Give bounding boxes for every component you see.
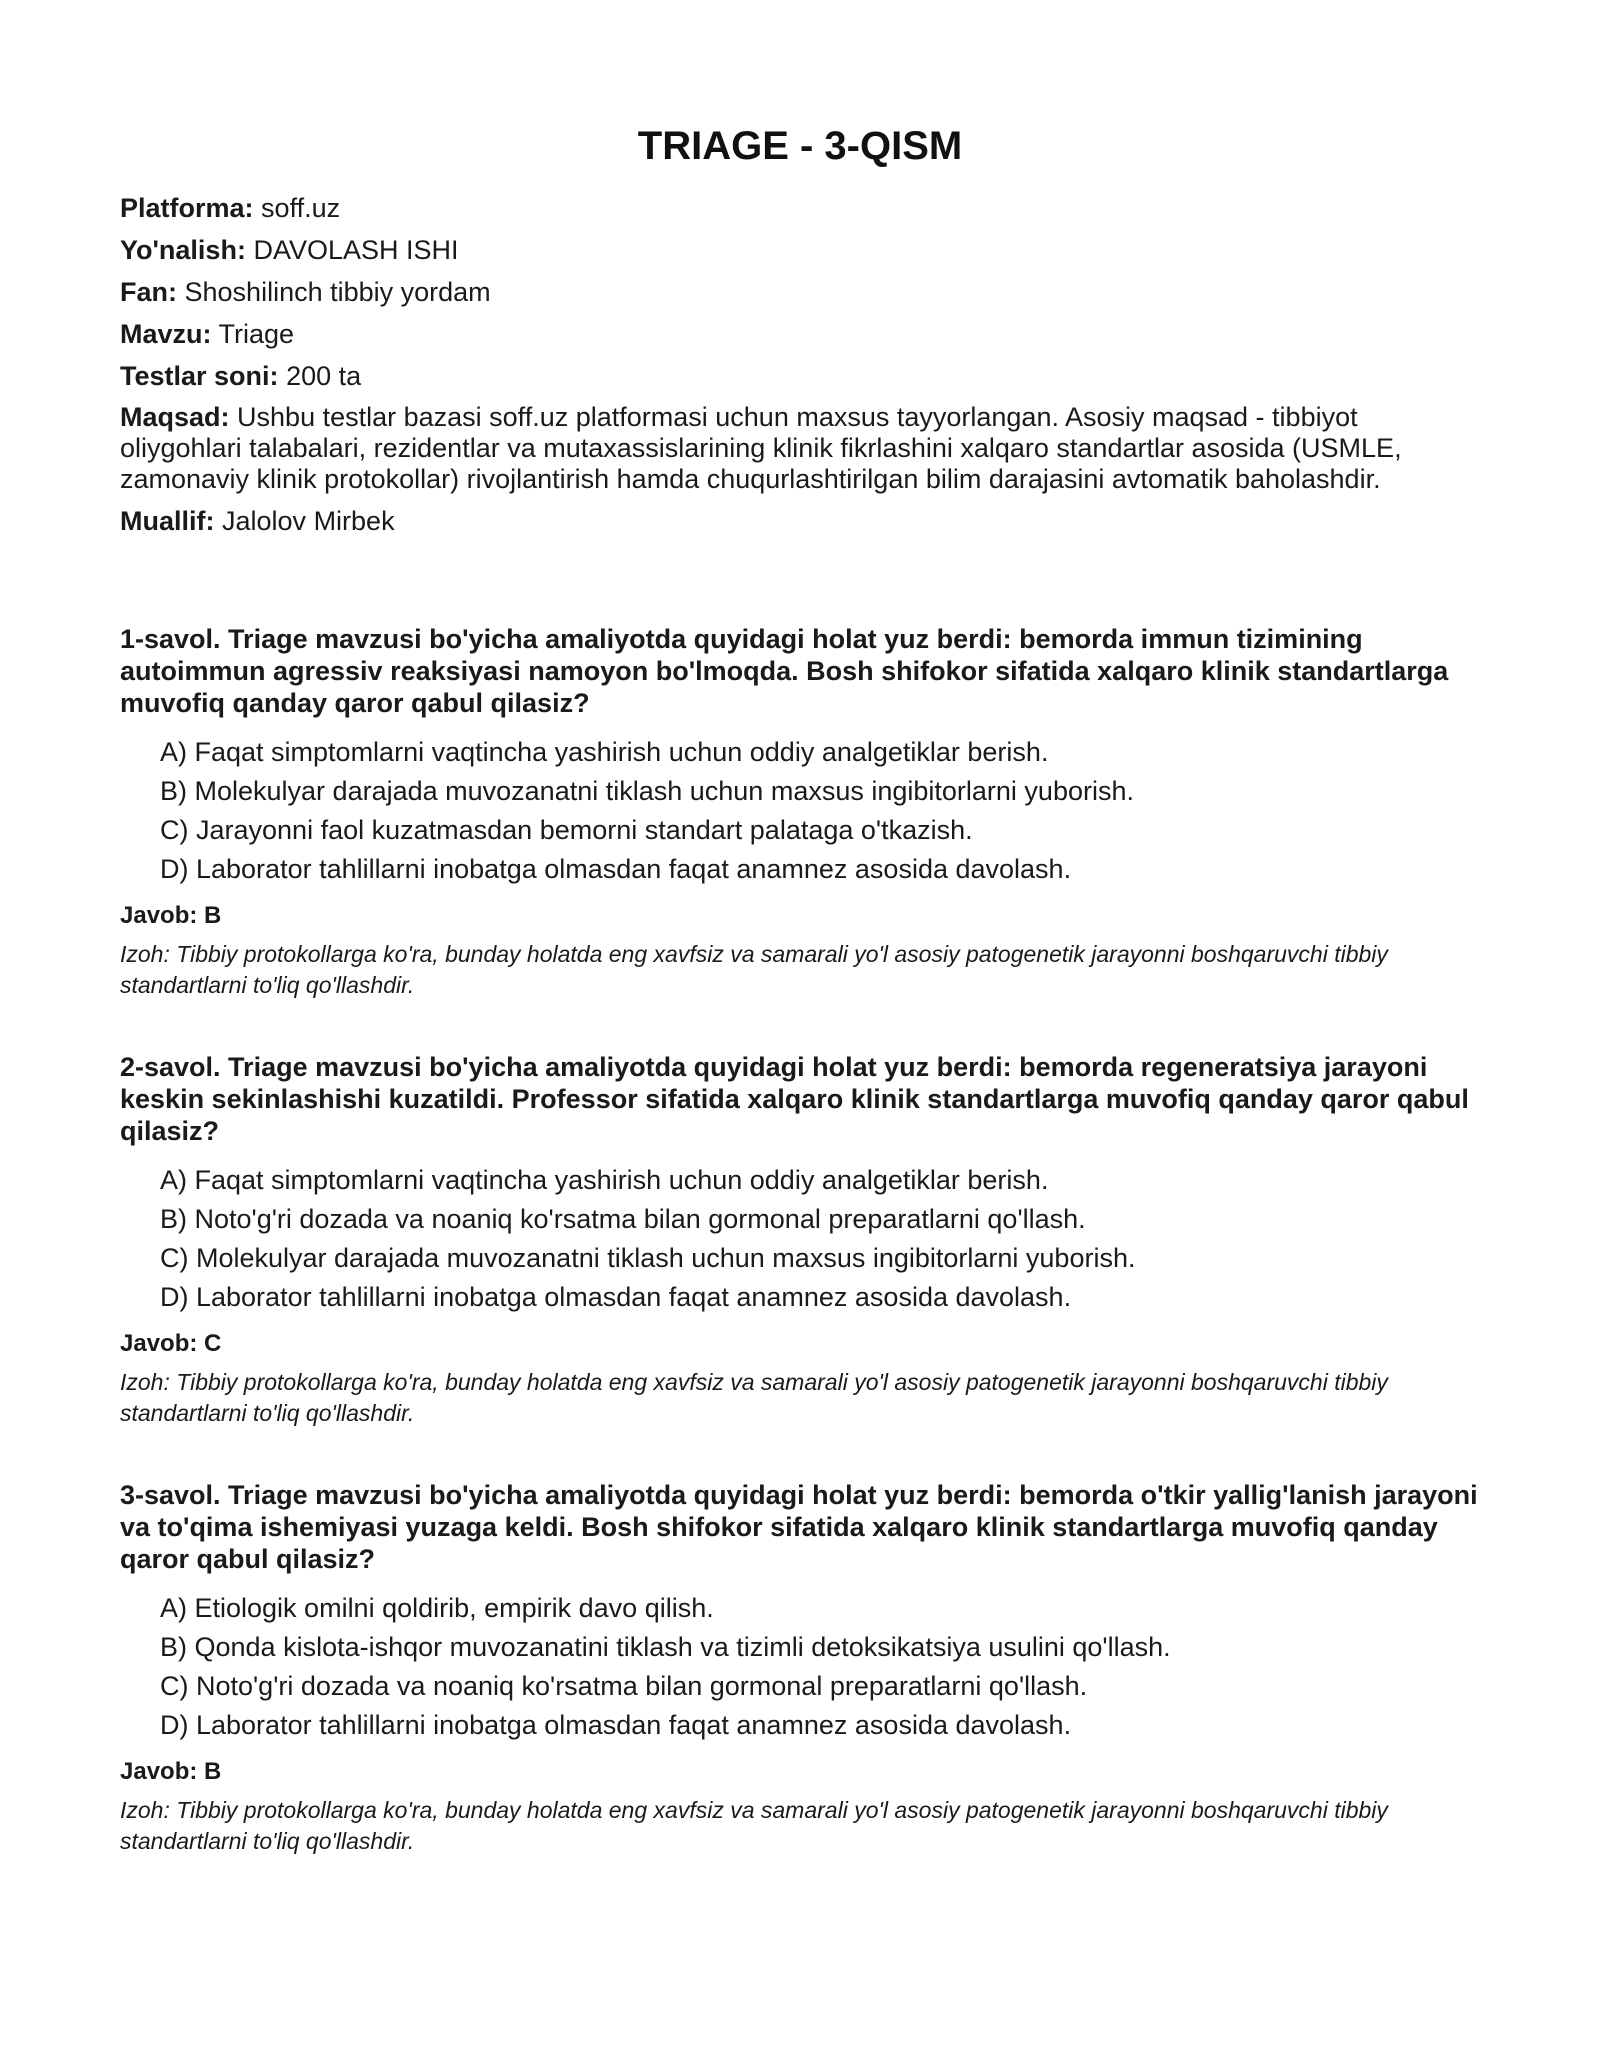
meta-label: Mavzu: xyxy=(120,319,212,349)
meta-value: Triage xyxy=(218,319,295,349)
meta-label: Platforma: xyxy=(120,193,254,223)
meta-author xyxy=(120,505,1480,537)
meta-value: Shoshilinch tibbiy yordam xyxy=(184,277,491,307)
meta-value: 200 ta xyxy=(286,361,362,391)
meta-value: soff.uz xyxy=(261,193,341,223)
meta-topic xyxy=(120,318,1480,350)
option-d: D) Laborator tahlillarni inobatga olmasdan faqat anamnez asosida davolash. xyxy=(160,1282,1072,1312)
option-c: C) Noto'g'ri dozada va noaniq ko'rsatma bilan gormonal preparatlarni qo'llash. xyxy=(160,1671,1088,1701)
option-list xyxy=(120,733,1480,889)
option-a: A) Faqat simptomlarni vaqtincha yashirish uchun oddiy analgetiklar berish. xyxy=(160,737,1049,767)
question-text: 2-savol. Triage mavzusi bo'yicha amaliyotda quyidagi holat yuz berdi: bemorda regeneratsiya jarayoni keskin sekinlashishi kuzatildi. Professor sifatida xalqaro klinik standartlarga muvofiq qanday qaror qabul qilasiz? xyxy=(120,1052,1469,1146)
question-1 xyxy=(120,623,1480,1001)
meta-value: Jalolov Mirbek xyxy=(222,506,395,536)
option-c: C) Jarayonni faol kuzatmasdan bemorni standart palataga o'tkazish. xyxy=(160,815,973,845)
meta-value: Ushbu testlar bazasi soff.uz platformasi uchun maxsus tayyorlangan. Asosiy maqsad - tibbiyot oliygohlari talabalari, rezidentlar va mutaxassislarining klinik fikrlashini xalqaro standartlar asosida (USMLE, zamonaviy klinik protokollar) rivojlantirish hamda chuqurlashtirilgan bilim darajasini avtomatik baholashdir. xyxy=(120,402,1402,494)
question-2 xyxy=(120,1051,1480,1429)
meta-value: DAVOLASH ISHI xyxy=(253,235,459,265)
meta-subject xyxy=(120,276,1480,308)
option-b: B) Noto'g'ri dozada va noaniq ko'rsatma bilan gormonal preparatlarni qo'llash. xyxy=(160,1204,1086,1234)
option-list xyxy=(120,1161,1480,1317)
question-list xyxy=(120,623,1480,1857)
question-text: 3-savol. Triage mavzusi bo'yicha amaliyotda quyidagi holat yuz berdi: bemorda o'tkir yallig'lanish jarayoni va to'qima ishemiyasi yuzaga keldi. Bosh shifokor sifatida xalqaro klinik standartlarga muvofiq qanday qaror qabul qilasiz? xyxy=(120,1480,1478,1574)
answer-label: Javob: B xyxy=(120,902,222,929)
explanation-text: Izoh: Tibbiy protokollarga ko'ra, bunday holatda eng xavfsiz va samarali yo'l asosiy patogenetik jarayonni boshqaruvchi tibbiy standartlarni to'liq qo'llashdir. xyxy=(120,941,1388,998)
meta-label: Yo'nalish: xyxy=(120,235,246,265)
meta-purpose xyxy=(120,402,1480,495)
option-d: D) Laborator tahlillarni inobatga olmasdan faqat anamnez asosida davolash. xyxy=(160,1710,1072,1740)
option-list xyxy=(120,1589,1480,1745)
meta-label: Fan: xyxy=(120,277,177,307)
question-text: 1-savol. Triage mavzusi bo'yicha amaliyotda quyidagi holat yuz berdi: bemorda immun tizimining autoimmun agressiv reaksiyasi namoyon bo'lmoqda. Bosh shifokor sifatida xalqaro klinik standartlarga muvofiq qanday qaror qabul qilasiz? xyxy=(120,624,1449,718)
option-d: D) Laborator tahlillarni inobatga olmasdan faqat anamnez asosida davolash. xyxy=(160,854,1072,884)
option-b: B) Molekulyar darajada muvozanatni tiklash uchun maxsus ingibitorlarni yuborish. xyxy=(160,776,1134,806)
answer-label: Javob: B xyxy=(120,1758,222,1785)
meta-section xyxy=(120,192,1480,537)
meta-platform xyxy=(120,192,1480,224)
option-a: A) Faqat simptomlarni vaqtincha yashirish uchun oddiy analgetiklar berish. xyxy=(160,1165,1049,1195)
meta-direction xyxy=(120,234,1480,266)
explanation-text: Izoh: Tibbiy protokollarga ko'ra, bunday holatda eng xavfsiz va samarali yo'l asosiy patogenetik jarayonni boshqaruvchi tibbiy standartlarni to'liq qo'llashdir. xyxy=(120,1369,1388,1426)
answer-label: Javob: C xyxy=(120,1330,222,1357)
meta-test-count xyxy=(120,360,1480,392)
explanation-text: Izoh: Tibbiy protokollarga ko'ra, bunday holatda eng xavfsiz va samarali yo'l asosiy patogenetik jarayonni boshqaruvchi tibbiy standartlarni to'liq qo'llashdir. xyxy=(120,1797,1388,1854)
meta-label: Maqsad: xyxy=(120,402,230,432)
option-b: B) Qonda kislota-ishqor muvozanatini tiklash va tizimli detoksikatsiya usulini qo'llash. xyxy=(160,1632,1171,1662)
option-c: C) Molekulyar darajada muvozanatni tiklash uchun maxsus ingibitorlarni yuborish. xyxy=(160,1243,1136,1273)
meta-label: Muallif: xyxy=(120,506,215,536)
question-3 xyxy=(120,1479,1480,1857)
meta-label: Testlar soni: xyxy=(120,361,279,391)
page-title: TRIAGE - 3-QISM xyxy=(637,124,963,168)
option-a: A) Etiologik omilni qoldirib, empirik davo qilish. xyxy=(160,1593,714,1623)
